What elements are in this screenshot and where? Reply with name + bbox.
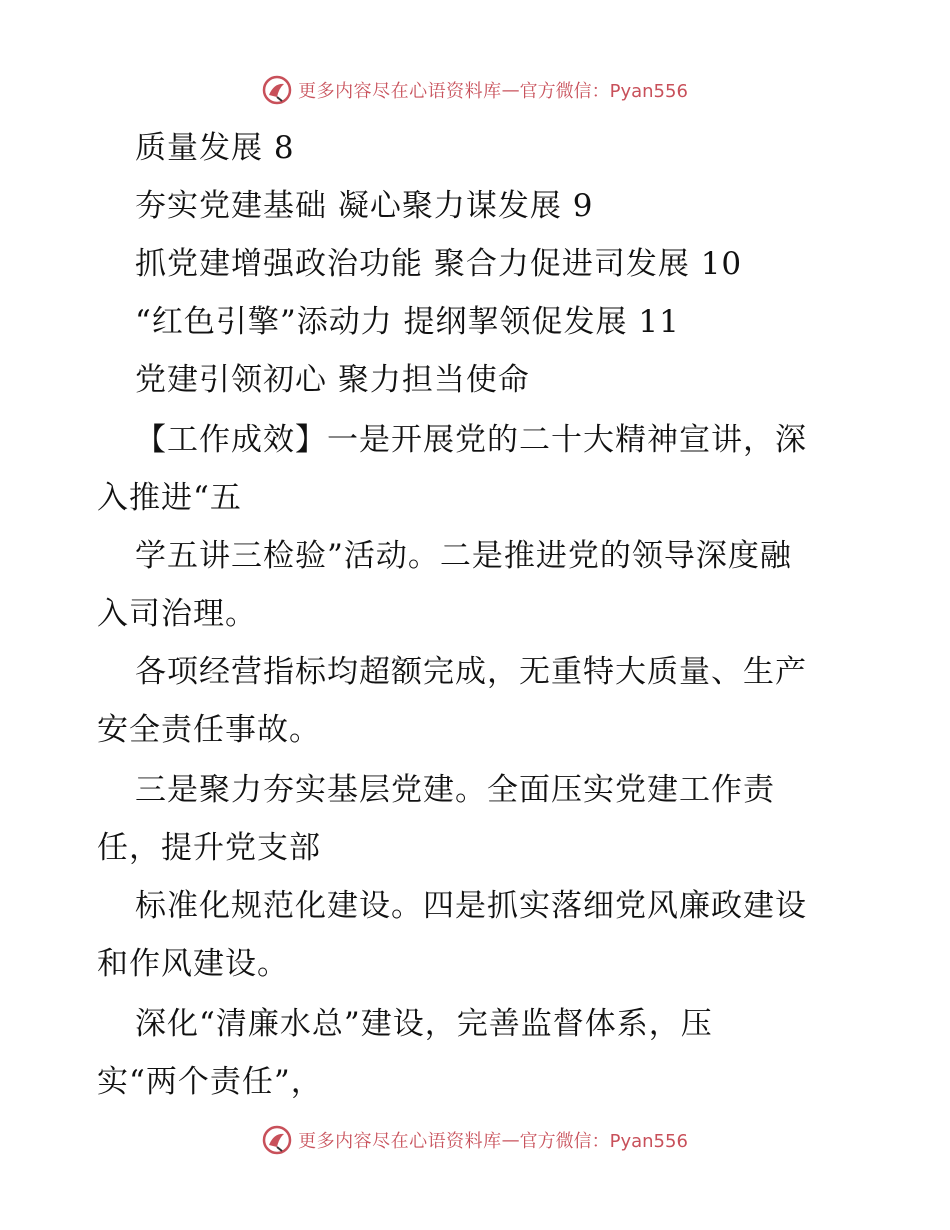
text-line: 标准化规范化建设。四是抓实落细党风廉政建设	[135, 888, 807, 924]
watermark-contact: 官方微信：Pyan556	[519, 1131, 688, 1152]
text-line: 夯实党建基础 凝心聚力谋发展 9	[135, 188, 594, 224]
text-line: 实“两个责任”，	[97, 1064, 323, 1100]
watermark-main-text: 更多内容尽在心语资料库	[298, 1131, 502, 1152]
watermark-contact: 官方微信：Pyan556	[519, 81, 688, 102]
text-line: 党建引领初心 聚力担当使命	[135, 362, 530, 398]
watermark-main-text: 更多内容尽在心语资料库	[298, 81, 502, 102]
brand-logo-icon	[262, 1125, 292, 1155]
text-line: 三是聚力夯实基层党建。全面压实党建工作责	[135, 772, 775, 808]
text-line: 质量发展 8	[135, 130, 295, 166]
watermark-dash: —	[501, 79, 520, 101]
text-line: 任，提升党支部	[97, 830, 321, 866]
text-line: “红色引擎”添动力 提纲挈领促发展 11	[135, 304, 680, 340]
text-line: 学五讲三检验”活动。二是推进党的领导深度融	[135, 538, 792, 574]
text-line: 各项经营指标均超额完成，无重特大质量、生产	[135, 654, 807, 690]
text-line: 安全责任事故。	[97, 712, 321, 748]
footer-watermark	[0, 1120, 950, 1160]
brand-logo-icon	[262, 75, 292, 105]
text-line: 抓党建增强政治功能 聚合力促进司发展 10	[135, 246, 743, 282]
text-line: 和作风建设。	[97, 946, 289, 982]
text-line: 入司治理。	[97, 596, 257, 632]
text-line: 深化“清廉水总”建设，完善监督体系，压	[135, 1006, 713, 1042]
watermark-dash: —	[501, 1129, 520, 1151]
text-line: 入推进“五	[97, 480, 242, 516]
text-line: 【工作成效】一是开展党的二十大精神宣讲，深	[135, 422, 807, 458]
header-watermark	[0, 70, 950, 110]
